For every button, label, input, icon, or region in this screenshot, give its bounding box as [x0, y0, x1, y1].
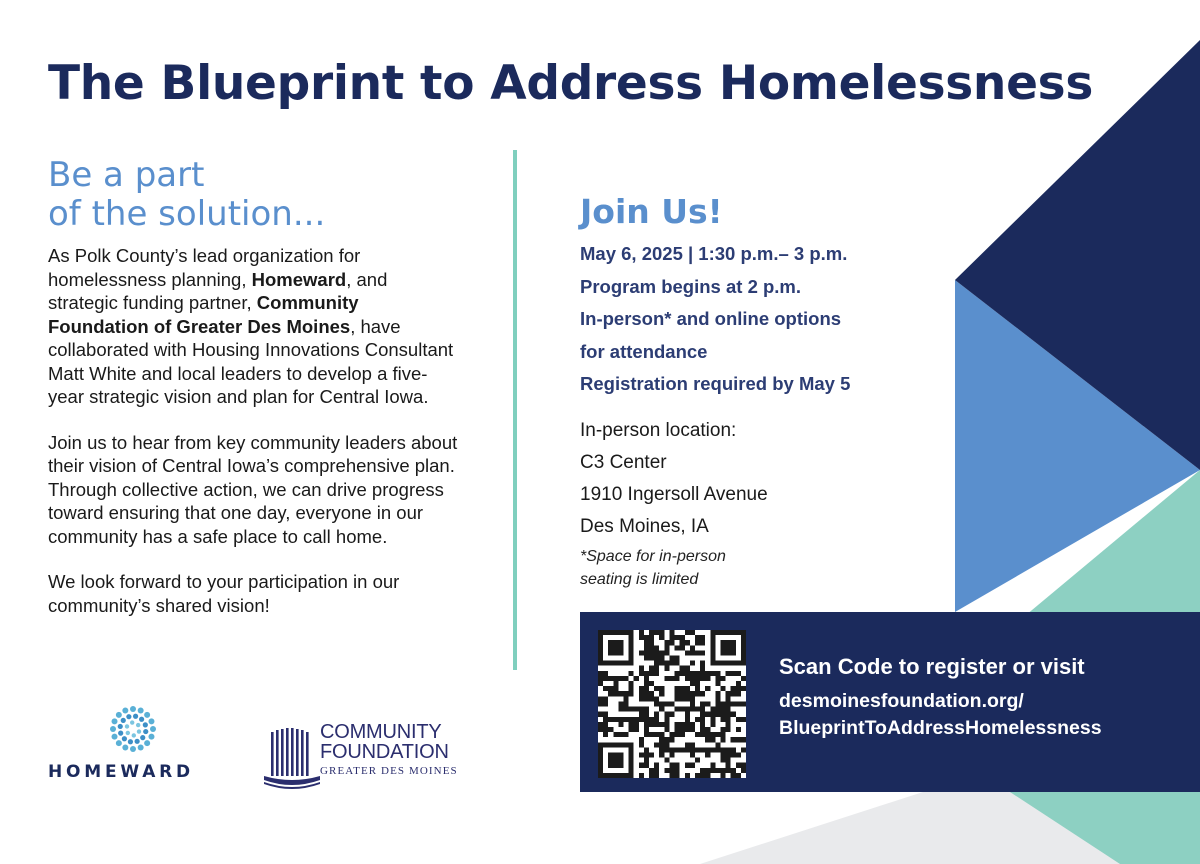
- community-foundation-wordmark: [320, 722, 458, 777]
- seating-note-line-2: seating is limited: [580, 570, 699, 588]
- seating-note-line-1: *Space for in-person: [580, 547, 726, 565]
- homeward-dots-icon: [108, 704, 158, 754]
- page-title: The Blueprint to Address Homelessness: [48, 56, 1094, 111]
- event-date-time: May 6, 2025 | 1:30 p.m.– 3 p.m.: [580, 243, 848, 264]
- intro-text-c: , have collaborated with Housing Innovations Consultant Matt White and local leaders to develop a five-year strategic vision and plan for Central Iowa.: [48, 315, 454, 407]
- event-attendance-options-cont: for attendance: [580, 340, 708, 362]
- register-url-line-1[interactable]: desmoinesfoundation.org/: [779, 690, 1024, 712]
- homeward-wordmark: HOMEWARD: [48, 762, 194, 782]
- qr-code[interactable]: [598, 630, 746, 778]
- tagline: [48, 156, 458, 234]
- location-city: Des Moines, IA: [580, 515, 709, 537]
- community-foundation-bold: Community Foundation of Greater Des Moines: [48, 292, 359, 337]
- homeward-dots: [110, 706, 156, 752]
- register-text: [779, 652, 1189, 742]
- homeward-bold: Homeward: [251, 268, 347, 290]
- event-registration-deadline: Registration required by May 5: [580, 373, 851, 394]
- location-label: In-person location:: [580, 419, 737, 441]
- community-foundation-logo: [262, 722, 472, 794]
- location-street: 1910 Ingersoll Avenue: [580, 483, 768, 505]
- register-url-line-2[interactable]: BlueprintToAddressHomelessness: [779, 717, 1102, 739]
- event-details-column: [580, 190, 960, 591]
- event-program-start: Program begins at 2 p.m.: [580, 275, 802, 297]
- columns-icon: [262, 724, 322, 794]
- cf-greater-des-moines: GREATER DES MOINES: [320, 765, 458, 777]
- join-paragraph: Join us to hear from key community leaders about their vision of Central Iowa’s comprehensive plan. Through collective action, we can drive progress toward ensuring that one day, everyone in our community has a safe place to call home.: [48, 431, 458, 547]
- intro-paragraph: [48, 244, 458, 409]
- event-attendance-options: In-person* and online options: [580, 308, 842, 329]
- intro-text-b: , and strategic funding partner,: [48, 268, 388, 313]
- join-heading: Join Us!: [580, 192, 723, 231]
- cf-foundation: FOUNDATION: [320, 741, 449, 763]
- register-heading: Scan Code to register or visit: [779, 654, 1085, 679]
- seating-note: [580, 545, 960, 591]
- intro-column: [48, 156, 458, 617]
- intro-text-a: As Polk County’s lead organization for homelessness planning,: [48, 245, 361, 290]
- location-block: [580, 415, 960, 543]
- event-info: [580, 238, 960, 401]
- column-divider: [513, 150, 517, 670]
- cf-community: COMMUNITY: [320, 721, 442, 743]
- tagline-line-2: of the solution...: [48, 194, 326, 234]
- tagline-line-1: Be a part: [48, 155, 205, 195]
- register-panel: [580, 612, 1200, 792]
- columns-group: [264, 728, 320, 789]
- closing-paragraph: We look forward to your participation in our community’s shared vision!: [48, 571, 400, 616]
- location-venue: C3 Center: [580, 451, 667, 473]
- homeward-logo: [48, 704, 218, 784]
